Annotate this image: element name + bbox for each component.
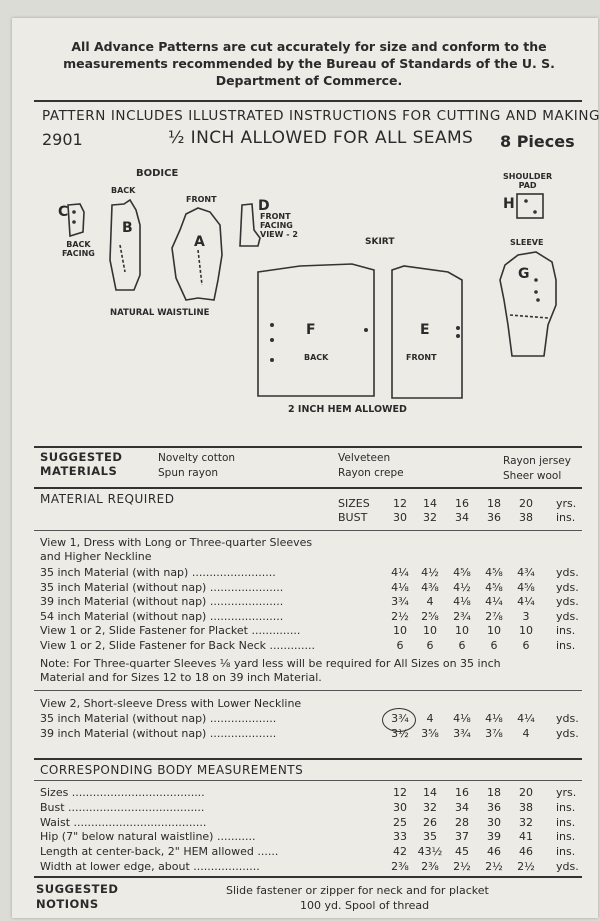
piece-letter-e: E [420, 322, 430, 338]
value-cell: 2½ [485, 860, 503, 873]
value-cell: 3 [522, 609, 530, 623]
value-cell: 10 [519, 624, 533, 637]
material-col1-2: Spun rayon [158, 467, 219, 479]
unit-cell: yds. [556, 712, 579, 725]
divider [34, 487, 582, 489]
piece-letter-b: B [122, 220, 133, 236]
value-cell: 26 [423, 815, 437, 829]
material-col2-1: Velveteen [338, 452, 391, 464]
value-cell: 4⅛ [453, 595, 471, 608]
body-row-label: Length at center-back, 2" HEM allowed ...... [40, 845, 279, 859]
value-cell: 4¼ [485, 595, 503, 608]
value-cell: 4⅝ [485, 580, 503, 594]
view1-note-2: Material and for Sizes 12 to 18 on 39 inch Material. [40, 671, 322, 684]
unit-cell: yds. [556, 595, 579, 608]
view1-title-2: and Higher Neckline [40, 550, 152, 563]
value-cell: 38 [519, 800, 533, 814]
piece-letter-g: G [518, 266, 530, 282]
notions-title-1: SUGGESTED [36, 882, 119, 896]
value-cell: 4⅛ [453, 712, 471, 725]
bodice-label: BODICE [136, 168, 179, 179]
body-row-label: Hip (7" below natural waistline) ........... [40, 830, 256, 844]
body-row-label: Sizes ...................................... [40, 786, 205, 799]
notions-line-2: 100 yd. Spool of thread [300, 899, 430, 912]
hem-note: 2 INCH HEM ALLOWED [288, 404, 407, 415]
material-col1-1: Novelty cotton [158, 452, 236, 464]
value-cell: 45 [455, 845, 469, 859]
value-cell: 34 [455, 800, 469, 814]
value-cell: 3¾ [391, 712, 409, 725]
value-cell: 6 [396, 638, 404, 652]
value-cell: 2⅝ [421, 609, 439, 623]
value-cell: 4 [426, 595, 434, 608]
size-header: 14 [423, 497, 437, 510]
unit-cell: ins. [556, 830, 576, 844]
front-label: FRONT [186, 195, 217, 204]
value-cell: 2½ [391, 609, 409, 623]
unit-cell: yrs. [556, 786, 577, 799]
divider [34, 758, 582, 760]
notions-title-2: NOTIONS [36, 897, 99, 911]
piece-letter-c: C [58, 204, 69, 220]
value-cell: 16 [455, 786, 469, 799]
value-cell: 4⅝ [453, 566, 471, 579]
divider [34, 446, 582, 448]
value-cell: 6 [522, 638, 530, 652]
size-header: 12 [393, 497, 407, 510]
material-col3-1: Rayon jersey [503, 455, 571, 467]
piece-letter-h: H [503, 196, 515, 212]
body-row-label: Waist ...................................... [40, 815, 207, 829]
value-cell: 3¾ [391, 595, 409, 608]
bust-header: 34 [455, 511, 469, 524]
value-cell: 36 [487, 800, 501, 814]
value-cell: 3¾ [453, 726, 471, 740]
seam-allowance: ½ INCH ALLOWED FOR ALL SEAMS [168, 128, 474, 148]
value-cell: 10 [393, 624, 407, 637]
material-required-title: MATERIAL REQUIRED [40, 492, 175, 506]
piece-b-outline [110, 200, 140, 290]
value-cell: 2⅞ [485, 609, 503, 623]
unit-cell: ins. [556, 624, 576, 637]
value-cell: 4¼ [517, 712, 535, 725]
value-cell: 12 [393, 786, 407, 799]
material-col2-2: Rayon crepe [338, 467, 404, 479]
divider [34, 690, 582, 691]
value-cell: 4⅛ [391, 580, 409, 594]
value-cell: 35 [423, 830, 437, 844]
value-cell: 3½ [391, 726, 409, 740]
value-cell: 4¾ [517, 566, 535, 579]
unit-cell: yds. [556, 609, 579, 623]
value-cell: 2½ [453, 860, 471, 873]
skirt-back-label: BACK [304, 353, 329, 362]
view2-row-label: 35 inch Material (without nap) ................... [40, 712, 277, 725]
value-cell: 4⅜ [421, 580, 439, 594]
view1-row-label: 35 inch Material (with nap) ........................ [40, 566, 276, 579]
materials-title-1: SUGGESTED [40, 450, 123, 464]
value-cell: 18 [487, 786, 501, 799]
piece-letter-f: F [306, 322, 316, 338]
value-cell: 4½ [453, 580, 471, 594]
piece-c-outline [68, 204, 84, 236]
view1-row-label: View 1 or 2, Slide Fastener for Placket .............. [40, 624, 301, 637]
unit-cell: yds. [556, 580, 579, 594]
pencil-circle [382, 708, 416, 732]
bust-unit: ins. [556, 511, 576, 524]
materials-title-2: MATERIALS [40, 464, 118, 478]
piece-a-outline [172, 208, 222, 300]
divider [34, 780, 582, 781]
sleeve-label: SLEEVE [510, 238, 544, 247]
value-cell: 41 [519, 830, 533, 844]
value-cell: 30 [487, 815, 501, 829]
value-cell: 10 [487, 624, 501, 637]
value-cell: 32 [519, 815, 533, 829]
value-cell: 6 [426, 638, 434, 652]
divider [34, 876, 582, 878]
value-cell: 6 [490, 638, 498, 652]
value-cell: 32 [423, 800, 437, 814]
material-col3-2: Sheer wool [503, 470, 562, 482]
value-cell: 3⅞ [485, 726, 503, 740]
view1-row-label: 35 inch Material (without nap) ..................... [40, 580, 284, 594]
intro-text: All Advance Patterns are cut accurately for size and conform to the measurements recommended by the Bureau of Standards of the U. S. Department of Commerce. [63, 39, 555, 88]
bust-header: 30 [393, 511, 407, 524]
view1-note-1: Note: For Three-quarter Sleeves ⅛ yard less will be required for All Sizes on 35 inch [40, 657, 501, 670]
shoulder-pad-label: SHOULDER PAD [503, 172, 553, 190]
value-cell: 37 [455, 830, 469, 844]
piece-f-outline [258, 264, 374, 396]
sizes-label: SIZES [338, 497, 370, 510]
bust-header: 36 [487, 511, 501, 524]
value-cell: 10 [423, 624, 437, 637]
bust-header: 32 [423, 511, 437, 524]
piece-h-outline [517, 194, 543, 218]
value-cell: 20 [519, 786, 533, 799]
unit-cell: yds. [556, 566, 579, 579]
piece-letter-d: D [258, 198, 270, 214]
value-cell: 6 [458, 638, 466, 652]
value-cell: 4½ [421, 566, 439, 579]
value-cell: 14 [423, 786, 437, 799]
piece-d-outline [240, 204, 260, 246]
value-cell: 42 [393, 845, 407, 859]
value-cell: 4 [522, 726, 530, 740]
value-cell: 4¼ [517, 595, 535, 608]
piece-count: 8 Pieces [500, 132, 575, 151]
body-row-label: Bust ....................................... [40, 800, 205, 814]
value-cell: 2⅜ [391, 860, 409, 873]
size-header: 20 [519, 497, 533, 510]
skirt-front-label: FRONT [406, 353, 437, 362]
unit-cell: yds. [556, 860, 579, 873]
unit-cell: yds. [556, 726, 579, 740]
view1-row-label: 54 inch Material (without nap) ..................... [40, 609, 284, 623]
size-header: 16 [455, 497, 469, 510]
skirt-label: SKIRT [365, 237, 395, 247]
value-cell: 43½ [417, 845, 443, 859]
divider [34, 530, 582, 531]
view2-row-label: 39 inch Material (without nap) ................... [40, 726, 277, 740]
bust-header: 38 [519, 511, 533, 524]
view1-row-label: View 1 or 2, Slide Fastener for Back Neck ............. [40, 638, 315, 652]
value-cell: 25 [393, 815, 407, 829]
value-cell: 30 [393, 800, 407, 814]
value-cell: 33 [393, 830, 407, 844]
unit-cell: ins. [556, 800, 576, 814]
value-cell: 46 [487, 845, 501, 859]
value-cell: 46 [519, 845, 533, 859]
value-cell: 4⅝ [517, 580, 535, 594]
value-cell: 3⅝ [421, 726, 439, 740]
view2-title: View 2, Short-sleeve Dress with Lower Neckline [40, 697, 302, 710]
bust-label: BUST [338, 511, 368, 524]
notions-line-1: Slide fastener or zipper for neck and for placket [226, 884, 489, 897]
view1-row-label: 39 inch Material (without nap) ..................... [40, 595, 284, 608]
natural-waistline-label: NATURAL WAISTLINE [110, 308, 210, 318]
back-label: BACK [111, 186, 136, 195]
value-cell: 39 [487, 830, 501, 844]
value-cell: 4⅝ [485, 566, 503, 579]
value-cell: 2½ [517, 860, 535, 873]
value-cell: 28 [455, 815, 469, 829]
pattern-number: 2901 [42, 130, 83, 149]
front-facing-label: FRONT FACING VIEW - 2 [260, 212, 298, 239]
value-cell: 2¾ [453, 609, 471, 623]
value-cell: 2⅜ [421, 860, 439, 873]
value-cell: 4¼ [391, 566, 409, 579]
body-measurements-title: CORRESPONDING BODY MEASUREMENTS [40, 763, 304, 777]
unit-cell: ins. [556, 638, 576, 652]
size-header: 18 [487, 497, 501, 510]
instructions-heading: PATTERN INCLUDES ILLUSTRATED INSTRUCTIONS FOR CUTTING AND MAKING [42, 108, 600, 124]
piece-letter-a: A [194, 234, 205, 250]
unit-cell: ins. [556, 845, 576, 859]
value-cell: 4⅛ [485, 712, 503, 725]
value-cell: 10 [455, 624, 469, 637]
value-cell: 4 [426, 712, 434, 725]
back-facing-label: BACK FACING [62, 240, 95, 258]
unit-cell: ins. [556, 815, 576, 829]
body-row-label: Width at lower edge, about ................... [40, 860, 260, 873]
view1-title-1: View 1, Dress with Long or Three-quarter Sleeves [40, 536, 313, 549]
sizes-unit: yrs. [556, 497, 577, 510]
